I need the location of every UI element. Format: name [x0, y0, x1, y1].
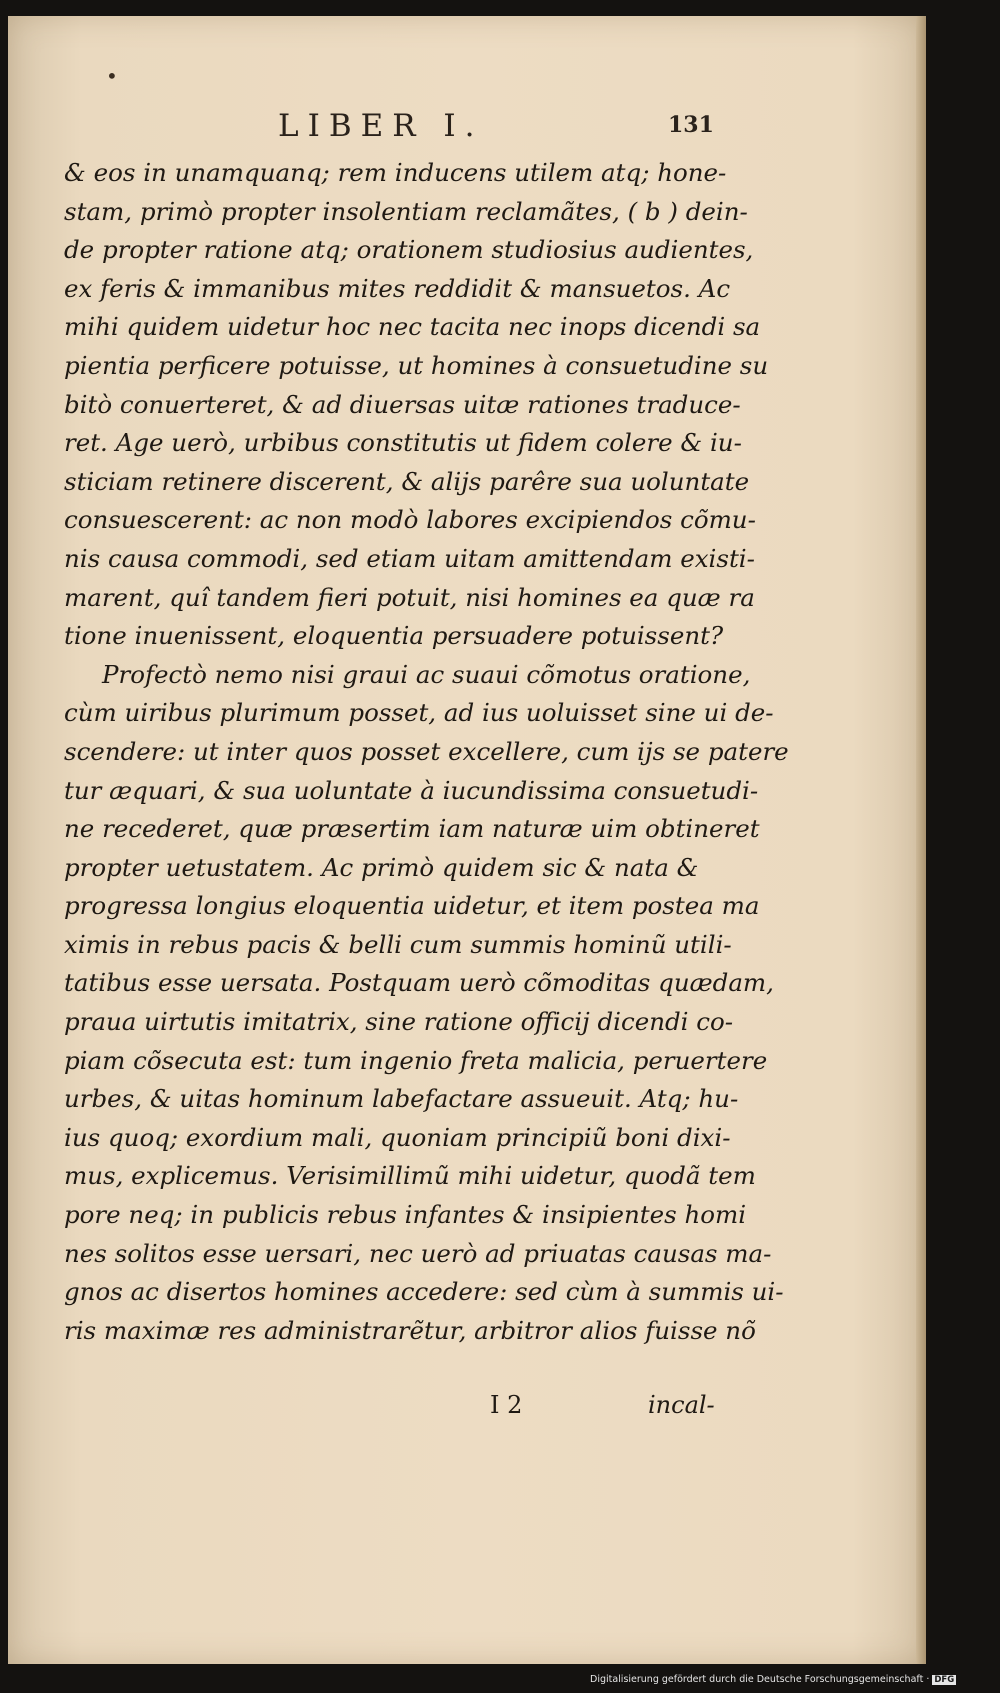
text-line: stam, primò propter insolentiam reclamãtes, ( b ) dein-: [64, 196, 748, 226]
text-line: mihi quidem uidetur hoc nec tacita nec inops dicendi sa: [64, 312, 761, 342]
running-head: LIBER I.: [278, 108, 484, 144]
book-page: [8, 16, 926, 1664]
catchword: incal-: [648, 1391, 715, 1419]
text-line: ret. Age uerò, urbibus constitutis ut fidem colere & iu-: [64, 428, 742, 458]
text-line: praua uirtutis imitatrix, sine ratione officij dicendi co-: [64, 1007, 734, 1037]
page-footer: [8, 1391, 926, 1431]
page-number: 131: [668, 112, 714, 138]
ink-mark: •: [106, 64, 118, 88]
text-line: tur æquari, & sua uoluntate à iucundissima consuetudi-: [64, 775, 759, 805]
text-line: scendere: ut inter quos posset excellere, cum ijs se patere: [64, 736, 789, 766]
text-line: de propter ratione atq; orationem studiosius audientes,: [64, 235, 754, 265]
text-line: pientia perficere potuisse, ut homines à consuetudine su: [64, 350, 769, 380]
text-line: ius quoq; exordium mali, quoniam principiũ boni dixi-: [64, 1122, 731, 1152]
text-line: ne recederet, quæ præsertim iam naturæ uim obtineret: [64, 814, 760, 844]
text-line: bitò conuerteret, & ad diuersas uitæ rationes traduce-: [64, 389, 741, 419]
text-line: ximis in rebus pacis & belli cum summis hominũ utili-: [64, 929, 732, 959]
text-line: sticiam retinere discerent, & alijs parêre sua uoluntate: [64, 466, 750, 496]
text-line: cùm uiribus plurimum posset, ad ius uoluisset sine ui de-: [64, 698, 774, 728]
page-header: [8, 108, 926, 148]
text-line: ex feris & immanibus mites reddidit & mansuetos. Ac: [64, 273, 731, 303]
text-line: nes solitos esse uersari, nec uerò ad priuatas causas ma-: [64, 1238, 772, 1268]
text-line: nis causa commodi, sed etiam uitam amittendam existi-: [64, 543, 755, 573]
text-line: piam cõsecuta est: tum ingenio freta malicia, peruertere: [64, 1045, 768, 1075]
text-line: marent, quî tandem fieri potuit, nisi homines ea quæ ra: [64, 582, 755, 612]
text-line: pore neq; in publicis rebus infantes & insipientes homi: [64, 1200, 747, 1230]
text-line: mus, explicemus. Verisimillimũ mihi uidetur, quodã tem: [64, 1161, 756, 1191]
text-line: Profectò nemo nisi graui ac suaui cõmotus oratione,: [102, 659, 751, 689]
dfg-logo: DFG: [934, 1675, 955, 1685]
text-line: tione inuenissent, eloquentia persuadere potuissent?: [64, 621, 724, 651]
text-line: urbes, & uitas hominum labefactare assueuit. Atq; hu-: [64, 1084, 739, 1114]
digitization-credit: [590, 1674, 995, 1685]
text-line: & eos in unamquanq; rem inducens utilem atq; hone-: [64, 158, 727, 187]
text-line: gnos ac disertos homines accedere: sed cùm à summis ui-: [64, 1277, 784, 1307]
text-line: consuescerent: ac non modò labores excipiendos cõmu-: [64, 505, 756, 535]
body-text: [64, 154, 789, 1350]
text-line: tatibus esse uersata. Postquam uerò cõmoditas quædam,: [64, 968, 774, 998]
signature-mark: I 2: [490, 1391, 523, 1419]
text-line: progressa longius eloquentia uidetur, et item postea ma: [64, 891, 760, 921]
text-line: ris maximæ res administrarẽtur, arbitror alios fuisse nõ: [64, 1315, 756, 1345]
text-line: propter uetustatem. Ac primò quidem sic & nata &: [64, 852, 699, 882]
credit-text: Digitalisierung gefördert durch die Deutsche Forschungsgemeinschaft ·: [590, 1674, 930, 1685]
